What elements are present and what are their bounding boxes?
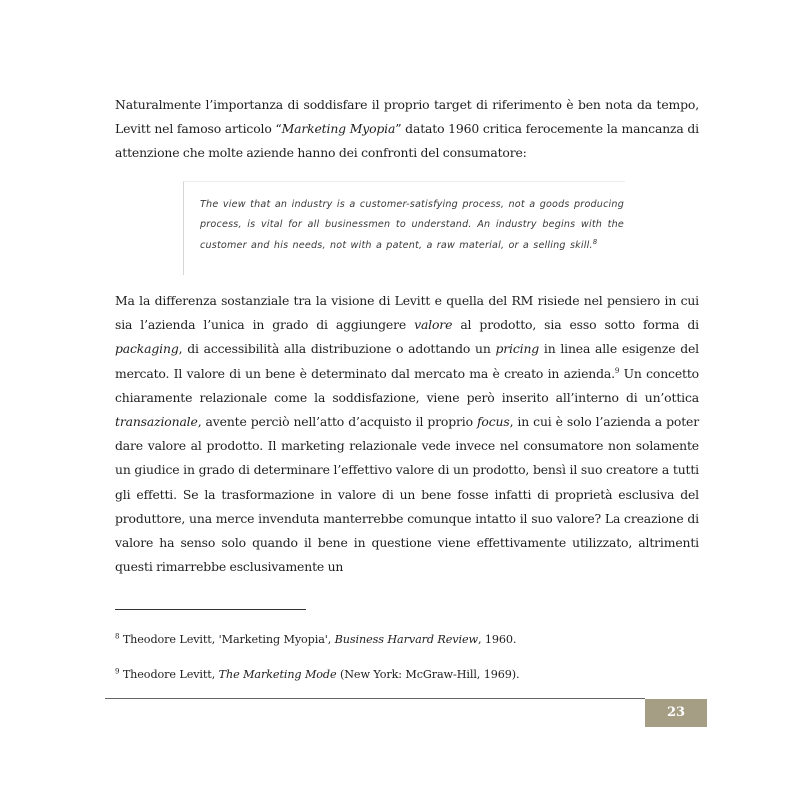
quote-footnote-ref: 8 xyxy=(592,237,598,246)
text-run: Naturalmente l’importanza di soddisfare il proprio target di riferimento è ben nota da tempo, Levitt nel famoso articolo “ xyxy=(115,97,699,137)
text-run: (New York: McGraw-Hill, 1969). xyxy=(336,668,520,681)
text-run: Ma la differenza sostanziale tra la visione di Levitt e quella del RM risiede nel pensiero in cui sia l’azienda l’unica in grado di aggiungere xyxy=(115,293,699,333)
footnote-ref: 9 xyxy=(115,667,120,676)
text-run: Theodore Levitt, 'Marketing Myopia', xyxy=(119,633,335,646)
footnote-ref: 9 xyxy=(614,366,620,375)
text-run: , in cui è solo l’azienda a poter dare valore al prodotto. Il marketing relazionale vede invece nel consumatore non solamente un giudice in grado di determinare l’effettivo valore di un prodotto, bensì il suo creatore a tutti gli effetti. Se la trasformazione in valore di un bene fosse infatti di proprietà esclusiva del produttore, una merce invenduta manterrebbe comunque intatto il suo valore? La creazione di valore ha senso solo quando il bene in questione viene effettivamente utilizzato, altrimenti questi rimarrebbe esclusivamente un xyxy=(115,414,699,575)
text-run: in linea alle esigenze del mercato. Il valore di un bene è determinato dal mercato ma è creato in azienda. xyxy=(115,341,699,381)
italic-text: valore xyxy=(414,317,453,333)
footnote-separator xyxy=(115,609,306,610)
paragraph-main xyxy=(115,289,699,579)
italic-text: Business Harvard Review xyxy=(334,633,478,646)
italic-text: focus xyxy=(476,414,510,430)
italic-text: pricing xyxy=(495,341,540,357)
footnote-ref: 8 xyxy=(115,632,120,641)
quote-text xyxy=(200,195,624,256)
text-run: Theodore Levitt, xyxy=(119,668,219,681)
footnote-8 xyxy=(115,633,516,647)
italic-text: The Marketing Mode xyxy=(218,668,337,681)
italic-text: transazionale xyxy=(115,414,198,430)
text-run: ” datato 1960 critica ferocemente la mancanza di attenzione che molte aziende hanno dei confronti del consumatore: xyxy=(115,121,699,161)
text-run: , di accessibilità alla distribuzione o adottando un xyxy=(178,341,496,357)
text-run: , avente perciò nell’atto d’acquisto il proprio xyxy=(197,414,477,430)
italic-text: Marketing Myopia xyxy=(281,121,396,137)
text-run: al prodotto, sia esso sotto forma di xyxy=(452,317,699,333)
block-quote xyxy=(183,181,625,275)
quote-body: The view that an industry is a customer-satisfying process, not a goods producing process, is vital for all businessmen to understand. An industry begins with the customer and his needs, not with a patent, a raw material, or a selling skill. xyxy=(200,199,624,251)
paragraph-intro xyxy=(115,93,699,166)
footer-rule xyxy=(105,698,645,699)
page-number: 23 xyxy=(645,699,707,727)
footnote-9 xyxy=(115,668,520,682)
text-run: Un concetto chiaramente relazionale come la soddisfazione, viene però inserito all’interno di un’ottica xyxy=(115,365,699,405)
text-run: , 1960. xyxy=(477,633,517,646)
italic-text: packaging xyxy=(115,341,179,357)
